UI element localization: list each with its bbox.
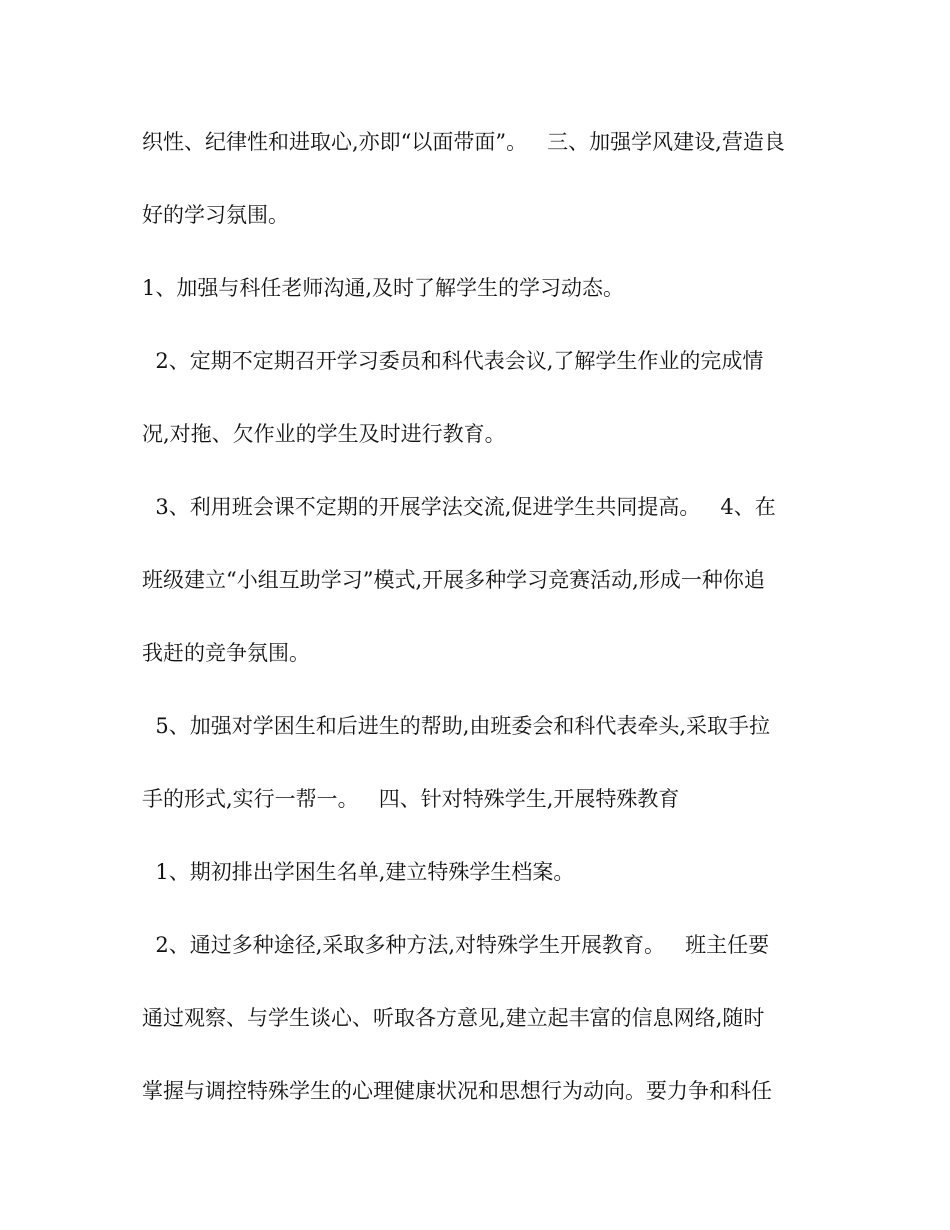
text-line: 织性、纪律性和进取心,亦即“以面带面”。 三、加强学风建设,营造良 [142,130,785,154]
text-line: 班级建立“小组互助学习”模式,开展多种学习竞赛活动,形成一种你追 [142,568,765,592]
text-line: 5、加强对学困生和后进生的帮助,由班委会和科代表牵头,采取手拉 [142,714,771,738]
text-line: 况,对拖、欠作业的学生及时进行教育。 [142,422,506,446]
text-line: 我赶的竞争氛围。 [142,641,310,665]
text-line: 2、定期不定期召开学习委员和科代表会议,了解学生作业的完成情 [142,349,764,373]
text-line: 3、利用班会课不定期的开展学法交流,促进学生共同提高。 4、在 [142,495,776,519]
text-line: 好的学习氛围。 [142,203,289,227]
text-line: 2、通过多种途径,采取多种方法,对特殊学生开展教育。 班主任要 [142,933,770,957]
text-line: 通过观察、与学生谈心、听取各方意见,建立起丰富的信息网络,随时 [142,1006,765,1030]
text-line: 掌握与调控特殊学生的心理健康状况和思想行为动向。要力争和科任 [142,1079,772,1103]
text-line: 手的形式,实行一帮一。 四、针对特殊学生,开展特殊教育 [142,787,680,811]
text-line: 1、期初排出学困生名单,建立特殊学生档案。 [142,860,575,884]
text-line: 1、加强与科任老师沟通,及时了解学生的学习动态。 [142,276,625,300]
